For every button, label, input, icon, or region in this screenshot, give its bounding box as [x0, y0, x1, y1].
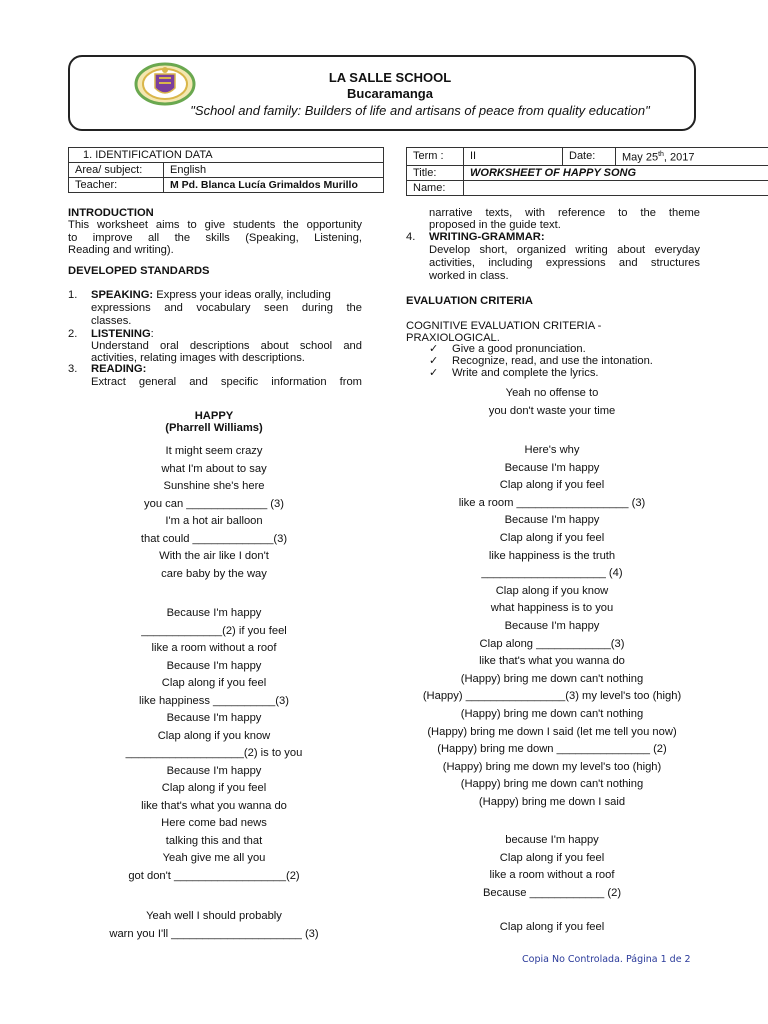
right-lyrics-block-4 [382, 919, 722, 937]
standard-3-cont-line-2: proposed in the guide text. [429, 219, 561, 231]
lyric-blank-line: Because ____________ (2) [482, 886, 622, 899]
lyric-line: like a room without a roof [489, 869, 615, 882]
standard-2-line-2: Understand oral descriptions about school and [91, 340, 362, 352]
standard-4-line-2: Develop short, organized writing about everyday [429, 244, 700, 256]
name-label: Name: [407, 180, 464, 195]
id-table-title: 1. IDENTIFICATION DATA [69, 148, 384, 163]
lyric-line: Because I'm happy [166, 712, 262, 724]
lyric-blank-line: you can _____________ (3) [144, 497, 284, 510]
lyric-line: Clap along if you know [157, 729, 271, 742]
lyric-blank-line: (Happy) ________________(3) my level's too (high) [422, 690, 682, 703]
standard-1-number: 1. [68, 289, 78, 301]
lyric-line: Clap along if you know [495, 584, 609, 597]
lyric-blank-line: got don't __________________(2) [128, 869, 300, 882]
standard-1-first-line: SPEAKING: Express your ideas orally, including [91, 289, 331, 301]
intro-line-1: This worksheet aims to give students the opportunity [68, 219, 362, 231]
check-icon: ✓ [429, 367, 439, 379]
school-name: LA SALLE SCHOOL [328, 70, 452, 85]
standard-3-number: 3. [68, 363, 78, 375]
date-value: May 25th, 2017 [616, 148, 768, 166]
standard-1-line-2: expressions and vocabulary seen during the [91, 302, 362, 314]
teacher-value: M Pd. Blanca Lucía Grimaldos Murillo [164, 178, 384, 193]
lyric-blank-line: like happiness __________(3) [139, 694, 289, 707]
lyric-line: care baby by the way [161, 567, 267, 580]
lyric-line: Clap along if you feel [499, 921, 605, 933]
name-field[interactable] [464, 180, 768, 195]
lyric-line: Because I'm happy [504, 461, 600, 474]
intro-line-2: to improve all the skills (Speaking, Listening, [68, 231, 362, 244]
lyric-line: (Happy) bring me down can't nothing [460, 778, 644, 791]
standard-4-line-4: worked in class. [429, 270, 509, 282]
school-city: Bucaramanga [347, 86, 433, 101]
lyric-line: (Happy) bring me down I said (let me tell you now) [427, 725, 677, 738]
right-lyrics-block-3 [382, 832, 722, 902]
lyric-line: (Happy) bring me down can't nothing [460, 707, 644, 720]
teacher-label: Teacher: [69, 178, 164, 193]
lyric-line: With the air like I don't [159, 550, 269, 562]
right-lyrics-block-2 [382, 442, 722, 811]
check-icon: ✓ [429, 343, 439, 355]
lyric-blank-line: warn you I'll _____________________ (3) [109, 927, 319, 940]
lyric-line: I'm a hot air balloon [165, 515, 263, 527]
title-value: WORKSHEET OF HAPPY SONG [464, 165, 768, 180]
criteria-item: Write and complete the lyrics. [452, 367, 599, 379]
lyric-line: Here come bad news [161, 817, 267, 829]
lyric-blank-line: ____________________ (4) [481, 567, 623, 580]
lyric-blank-line: (Happy) bring me down _______________ (2) [437, 743, 667, 756]
lyric-line: Because I'm happy [504, 619, 600, 632]
standard-3-line-2: Extract general and specific information from [91, 376, 362, 388]
left-lyrics-block-2 [94, 605, 334, 885]
lyric-line: like a room without a roof [151, 642, 277, 654]
check-icon: ✓ [429, 355, 439, 367]
left-lyrics-block-1 [94, 443, 334, 583]
song-artist: (Pharrell Williams) [165, 422, 263, 434]
standard-4-number: 4. [406, 231, 416, 243]
area-label: Area/ subject: [69, 163, 164, 178]
standard-2-line-3: activities, relating images with descriptions. [91, 352, 305, 364]
lyric-line: because I'm happy [505, 834, 599, 846]
standard-2-number: 2. [68, 328, 78, 340]
title-label: Title: [407, 165, 464, 180]
lyric-line: talking this and that [165, 834, 263, 847]
lyric-line: Clap along if you feel [499, 531, 605, 544]
evaluation-sub-line-2: PRAXIOLOGICAL. [406, 332, 500, 344]
song-title: HAPPY [194, 410, 234, 422]
lyric-line: Because I'm happy [166, 659, 262, 672]
standards-heading: DEVELOPED STANDARDS [68, 265, 210, 277]
lyric-blank-line: Clap along ____________(3) [479, 637, 625, 650]
intro-line-3: Reading and writing). [68, 244, 174, 256]
lyric-line: It might seem crazy [165, 445, 263, 457]
lyric-line: Clap along if you feel [161, 782, 267, 794]
worksheet-info-table [406, 147, 768, 196]
term-label: Term : [407, 148, 464, 166]
lyric-line: Clap along if you feel [499, 479, 605, 492]
standard-4-line-3: activities, including expressions and structures [429, 257, 700, 269]
lyric-line: you don't waste your time [488, 404, 616, 417]
intro-heading: INTRODUCTION [68, 207, 154, 219]
standard-3-cont-line-1: narrative texts, with reference to the theme [429, 207, 700, 219]
lyric-line: Clap along if you feel [161, 677, 267, 689]
lyric-line: like that's what you wanna do [141, 799, 287, 812]
school-logo [134, 62, 196, 106]
lyric-line: Clap along if you feel [499, 851, 605, 864]
lyric-line: what happiness is to you [490, 602, 614, 615]
lyric-line: (Happy) bring me down I said [478, 795, 626, 808]
standard-2-first-line: LISTENING: [91, 328, 154, 340]
lyric-line: Because I'm happy [166, 607, 262, 619]
evaluation-sub-line-1: COGNITIVE EVALUATION CRITERIA - [406, 320, 602, 332]
lyric-line: (Happy) bring me down my level's too (high) [442, 760, 662, 773]
lyric-blank-line: like a room __________________ (3) [458, 496, 646, 509]
lyric-line: Sunshine she's here [163, 480, 265, 492]
lyric-line: Because I'm happy [504, 514, 600, 527]
right-lyrics-block-1 [382, 385, 722, 420]
left-lyrics-block-3 [94, 908, 334, 943]
lyric-line: Here's why [524, 444, 580, 456]
lyric-line: Yeah no offense to [505, 387, 599, 399]
evaluation-heading: EVALUATION CRITERIA [406, 295, 533, 307]
lyric-line: Yeah well I should probably [146, 910, 282, 922]
lyric-line: Yeah give me all you [162, 852, 266, 864]
term-value: II [464, 148, 563, 166]
lyric-line: like that's what you wanna do [479, 655, 625, 668]
school-motto: "School and family: Builders of life and artisans of peace from quality education" [190, 103, 650, 118]
standard-1-line-3: classes. [91, 315, 132, 327]
criteria-item: Recognize, read, and use the intonation. [452, 355, 653, 367]
lyric-line: what I'm about to say [161, 462, 267, 475]
area-value: English [164, 163, 384, 178]
lyric-blank-line: ___________________(2) is to you [125, 747, 303, 759]
criteria-item: Give a good pronunciation. [452, 343, 586, 355]
lyric-blank-line: that could _____________(3) [140, 532, 288, 545]
identification-table [68, 147, 384, 193]
lyric-line: (Happy) bring me down can't nothing [460, 672, 644, 685]
date-label: Date: [563, 148, 616, 166]
standard-4-label: WRITING-GRAMMAR: [429, 231, 545, 243]
standard-3-first-line: READING: [91, 363, 147, 375]
lyric-line: Because I'm happy [166, 764, 262, 777]
lyric-line: like happiness is the truth [488, 549, 616, 562]
lyric-blank-line: _____________(2) if you feel [141, 624, 287, 637]
page-footer: Copia No Controlada. Página 1 de 2 [522, 954, 691, 965]
